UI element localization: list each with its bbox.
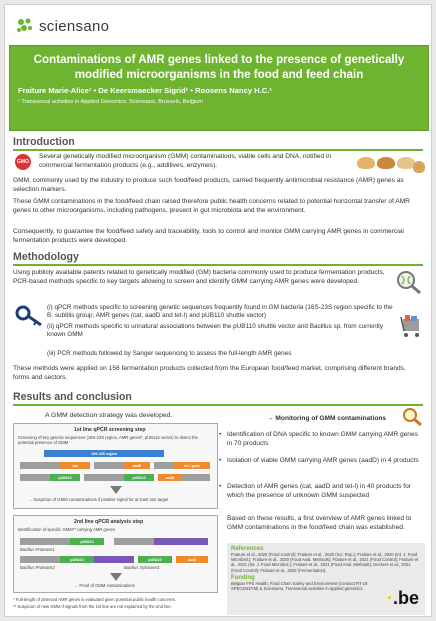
- food-product-icon: [357, 157, 375, 169]
- footnote-1: * Full-length of detected AMR genes is evaluated given potential public health concerns.: [13, 597, 176, 602]
- references-title: References: [231, 546, 264, 552]
- sequence-segment: [114, 538, 154, 545]
- introduction-heading: Introduction: [13, 136, 75, 148]
- sequence-segment: aadD: [176, 556, 208, 563]
- intro-paragraph-1: Several genetically modified microorganism (GMM) contaminations, viable cells and DNA, notified in commercial fermentation products (e.g., additives, enzymes).: [39, 153, 332, 169]
- identification-step-box: [13, 515, 218, 593]
- sequence-segment: [182, 474, 210, 481]
- gmm-label: Bacillus Protease1: [20, 547, 55, 552]
- sequence-segment: [20, 474, 50, 481]
- conclusion: Based on these results, a first overview of AMR genes linked to GMM contaminations in the food/feed chain was established.: [227, 515, 412, 531]
- gmo-badge-icon: GMO: [15, 154, 31, 170]
- result-bullet-1: • Identification of DNA specific to known GMM carrying AMR genes in 70 products: [227, 431, 422, 448]
- magnifier-icon: [401, 407, 423, 427]
- section-divider: [13, 404, 423, 406]
- title-banner: [9, 45, 429, 131]
- step1-result: → Suspicion of GMM contaminations if positive signal for at least one target: [28, 497, 169, 502]
- methodology-heading: Methodology: [13, 251, 79, 263]
- magnifier-dna-icon: [395, 269, 423, 295]
- sequence-segment: [84, 474, 124, 481]
- sciensano-logo: [15, 15, 109, 37]
- step2-description: Identification of specific GMM** carrying AMR genes: [18, 527, 115, 532]
- method-item-1: (i) qPCR methods specific to screening genetic sequences frequently found in GM bacteria (16S-23S region specific to the B. subtilis group; AMR genes (cat, aadD and tet-l) and pUB110 shuttle vector): [47, 304, 393, 320]
- sequence-segment: cat: [60, 462, 90, 469]
- section-divider: [13, 264, 423, 266]
- funding-text: Belgian FPS Health, Food Chain Safety and Environment (contract RT-19 SPECENZYM) & Sciensano, Transversal activities in applied genomics.: [231, 580, 368, 592]
- method-item-2: (ii) qPCR methods specific to unnatural associations between the pUB110 shuttle vector and Bacillus sp. from currently known GMM: [47, 323, 383, 339]
- affiliation: ¹ Transversal activities in Applied Genomics, Sciensano, Brussels, Belgium: [18, 99, 203, 105]
- food-product-icon: [413, 161, 425, 173]
- sequence-segment: aadD: [124, 462, 150, 469]
- step2-result: → Proof of GMM contaminations: [74, 583, 135, 588]
- step2-title: 2nd line qPCR analysis step: [74, 519, 144, 525]
- sequence-segment: [20, 462, 60, 469]
- results-heading: Results and conclusion: [13, 391, 132, 403]
- arrow-down-icon: [110, 573, 122, 581]
- methodology-paragraph-1: Using publicly available patents related to genetically modified (GM) bacteria commonly used to produce fermentation products, PCR-based methods specific to key targets allowing to screen and identify GMM carrying AMR genes were developed.: [13, 269, 385, 285]
- result-bullet-2: • Isolation of viable GMM carrying AMR genes (aadD) in 4 products: [227, 457, 422, 466]
- screening-step-box: [13, 423, 218, 509]
- sequence-segment: aadD: [158, 474, 182, 481]
- poster: [4, 4, 432, 617]
- gmm-label: Bacillus Xylanase3: [124, 565, 160, 570]
- logo-text: sciensano: [39, 17, 110, 35]
- poster-title: Contaminations of AMR genes linked to the presence of genetically modified microorganisms in the food and feed chain: [33, 53, 405, 81]
- shopping-cart-icon: [399, 313, 425, 341]
- sequence-segment: pUB110: [70, 538, 104, 545]
- arrow-down-icon: [110, 486, 122, 494]
- sequence-segment: pUB110: [60, 556, 94, 563]
- sequence-segment: pUB110: [138, 556, 172, 563]
- sequence-segment: [94, 556, 134, 563]
- belgium-be-logo: ·.be: [386, 588, 419, 608]
- sequence-segment: [94, 462, 124, 469]
- step1-description: Screening of key genetic sequences (16S-23S region, AMR genes*, pUB110 vector) to detect the potential presence of GMM: [18, 435, 198, 446]
- method-item-3: (iii) PCR methods followed by Sanger sequencing to assess the full-length AMR genes: [47, 350, 292, 357]
- section-divider: [13, 149, 423, 151]
- step1-title: 1st line qPCR screening step: [74, 427, 146, 433]
- sequence-segment: 16S-23S region: [44, 450, 164, 457]
- gmm-label: Bacillus Protease2: [20, 565, 55, 570]
- funding-title: Funding: [231, 574, 255, 581]
- references-text: Fraiture et al., 2020 (Food Control); Fraiture et al., 2020 (Sci. Rep.); Fraiture et al., 2020 (Int. J. Food Microbiol.); Fraiture et al., 2020 (Food Anal. Methods); Fraiture et al., 2021 (Food Control); Fraiture et al., 2021 (Int. J. Food Microbiol.); Fraiture et al., 2021 (Food Anal. Methods); Deckers et al., 2021 (Food Control); Fraiture et al., 2022 (Fermentation).: [231, 552, 419, 573]
- monitoring-title: → Monitoring of GMM contaminations: [267, 415, 387, 422]
- sequence-segment: [154, 462, 174, 469]
- sequence-segment: pUB110: [50, 474, 80, 481]
- methodology-paragraph-2: These methods were applied on 156 fermentation products collected from the European food/feed market, comprising different brands, forms and sectors.: [13, 365, 406, 381]
- intro-paragraph-2: GMM, commonly used by the industry to produce such food/feed products, carried frequently antimicrobial resistance (AMR) genes as selection markers.: [13, 177, 404, 193]
- authors: Fraiture Marie-Alice¹ • De Keersmaecker Sigrid¹ • Roosens Nancy H.C.¹: [18, 86, 272, 95]
- strategy-title: A GMM detection strategy was developed.: [45, 412, 173, 419]
- food-product-icon: [377, 157, 395, 169]
- sequence-segment: [154, 538, 208, 545]
- sequence-segment: [20, 556, 60, 563]
- intro-paragraph-3: These GMM contaminations in the food/feed chain raised therefore public health concerns related to potential horizontal transfer of AMR genes to other microorganisms, including pathogens, present in gut microbiota and the environment.: [13, 198, 410, 214]
- sciensano-logo-icon: [15, 16, 35, 36]
- key-icon: [15, 303, 43, 329]
- result-bullet-3: • Detection of AMR genes (cat, aadD and tet-l) in 40 products for which the presence of unknown GMM suspected: [227, 483, 422, 500]
- sequence-segment: [20, 538, 70, 545]
- footnote-2: ** Suspicion of new GMM if signals from the 1st line are not explained by the 2nd line.: [13, 604, 172, 609]
- intro-paragraph-4: Consequently, to guarantee the food/feed safety and traceability, tools to control and monitor GMM carrying AMR genes in commercial fermentation products were developed.: [13, 228, 404, 244]
- sequence-segment: pUB110: [124, 474, 154, 481]
- references-box: [227, 543, 425, 615]
- sequence-segment: tet-l gene: [174, 462, 210, 469]
